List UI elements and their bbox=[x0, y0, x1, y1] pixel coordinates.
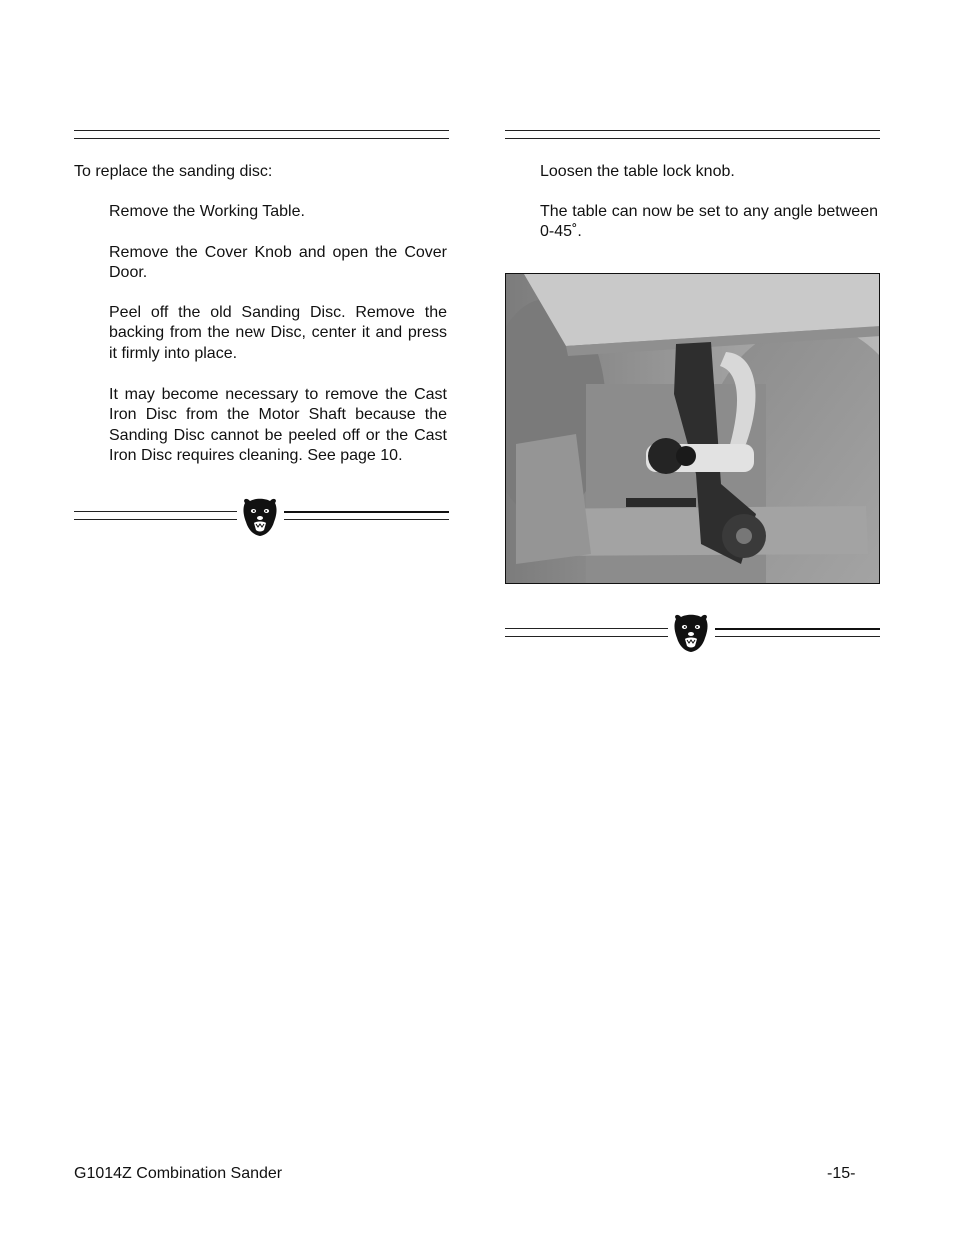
bear-head-icon bbox=[672, 613, 710, 653]
divider-lines-left bbox=[505, 628, 668, 637]
section-end-divider bbox=[505, 613, 880, 653]
divider-lines-right bbox=[284, 511, 449, 520]
footer-title: G1014Z Combination Sander bbox=[74, 1165, 283, 1182]
step-text: Remove the Cover Knob and open the Cover Door. bbox=[109, 244, 447, 282]
intro-text: To replace the sanding disc: bbox=[74, 163, 273, 180]
page-number: -15- bbox=[827, 1165, 856, 1182]
divider-lines-left bbox=[74, 511, 237, 520]
step-text: The table can now be set to any angle between 0-45˚. bbox=[540, 203, 878, 241]
photo-illustration bbox=[506, 274, 880, 584]
bear-head-icon bbox=[241, 497, 279, 537]
table-tilt-mechanism-photo bbox=[505, 273, 880, 584]
section-header-rule bbox=[74, 130, 449, 139]
divider-lines-right bbox=[715, 628, 880, 637]
step-text: Loosen the table lock knob. bbox=[540, 163, 735, 180]
step-text: It may become necessary to remove the Cast Iron Disc from the Motor Shaft because the Sanding Disc cannot be peeled off or the Cast Iron Disc requires cleaning. See page 10. bbox=[109, 386, 447, 464]
step-text: Remove the Working Table. bbox=[109, 203, 305, 220]
section-header-rule bbox=[505, 130, 880, 139]
section-end-divider bbox=[74, 497, 449, 537]
step-text: Peel off the old Sanding Disc. Remove the backing from the new Disc, center it and press it firmly into place. bbox=[109, 304, 447, 362]
